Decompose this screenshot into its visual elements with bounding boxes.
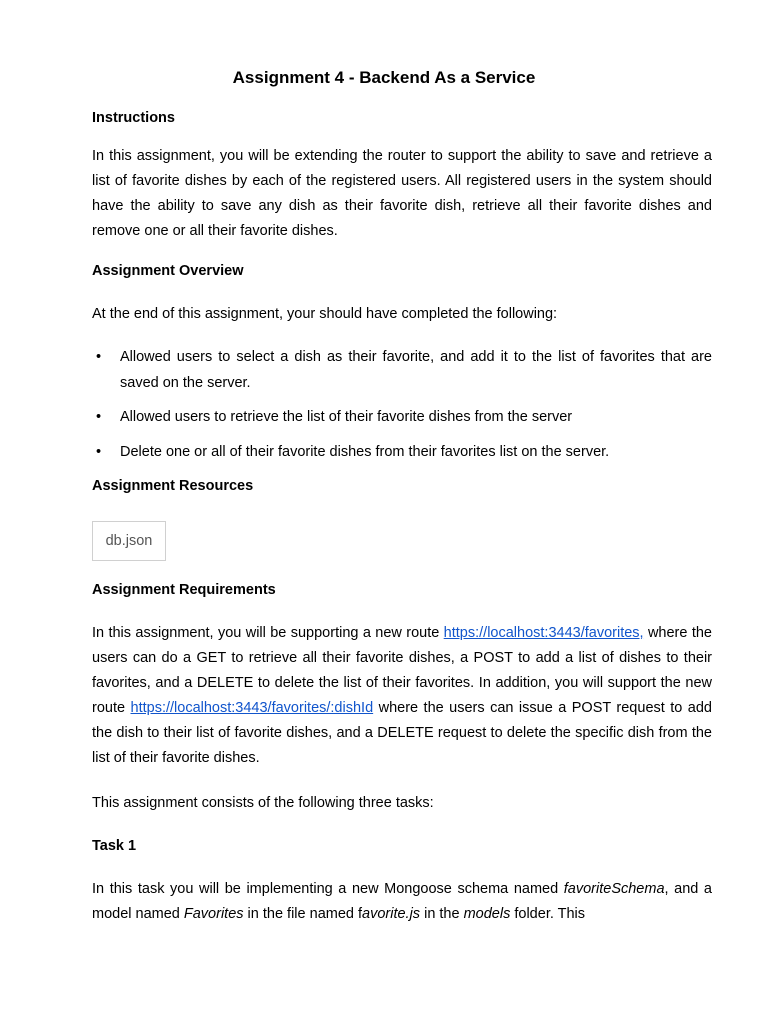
task1-model-name: Favorites bbox=[183, 906, 244, 922]
task1-folder-name: models bbox=[463, 906, 511, 922]
requirements-paragraph bbox=[92, 621, 712, 771]
task1-text-3: in the file named f bbox=[243, 906, 363, 922]
list-item bbox=[92, 345, 712, 396]
bullet-icon: • bbox=[96, 443, 102, 460]
list-item bbox=[92, 405, 712, 431]
bullet-icon: • bbox=[96, 409, 102, 425]
task1-heading: Task 1 bbox=[92, 838, 137, 854]
overview-intro: At the end of this assignment, your should have completed the following: bbox=[92, 306, 558, 322]
requirements-text-3: where the users can issue a POST request to add the dish to their list of favorite dishes, and a DELETE request to delete the specific dish from the list of their favorite dishes. bbox=[92, 700, 712, 766]
instructions-paragraph: In this assignment, you will be extending the router to support the ability to save and retrieve a list of favorite dishes by each of the registered users. All registered users in the system should have the ability to save any dish as their favorite dish, retrieve all their favorite dishes and remove one or all their favorite dishes. bbox=[92, 148, 712, 239]
instructions-heading: Instructions bbox=[92, 110, 175, 126]
task1-text-4: in the bbox=[420, 906, 464, 922]
resource-file-db-json[interactable]: db.json bbox=[92, 521, 166, 561]
list-item-text: Allowed users to select a dish as their favorite, and add it to the list of favorites that are saved on the server. bbox=[120, 349, 712, 391]
task1-file-name: avorite.js bbox=[362, 906, 421, 922]
list-item-text: Allowed users to retrieve the list of their favorite dishes from the server bbox=[120, 409, 573, 425]
page-title: Assignment 4 - Backend As a Service bbox=[232, 68, 536, 87]
list-item bbox=[92, 440, 712, 466]
overview-heading: Assignment Overview bbox=[92, 263, 244, 279]
task1-text-5: folder. This bbox=[510, 906, 586, 922]
tasks-intro: This assignment consists of the following three tasks: bbox=[92, 795, 434, 811]
requirements-text-1: In this assignment, you will be supporting a new route bbox=[92, 625, 444, 641]
resources-heading: Assignment Resources bbox=[92, 478, 254, 494]
task1-schema-name: favoriteSchema bbox=[563, 881, 665, 897]
task1-text-2: , and a model named bbox=[92, 881, 712, 922]
list-item-text: Delete one or all of their favorite dishes from their favorites list on the server. bbox=[120, 443, 610, 460]
favorites-route-link[interactable]: https://localhost:3443/favorites, bbox=[443, 625, 644, 641]
bullet-icon: • bbox=[96, 349, 102, 365]
favorites-dishid-route-link[interactable]: https://localhost:3443/favorites/:dishId bbox=[130, 700, 374, 716]
task1-text-1: In this task you will be implementing a new Mongoose schema named bbox=[92, 881, 564, 897]
overview-bullet-list bbox=[92, 345, 712, 465]
task1-paragraph bbox=[92, 877, 712, 927]
requirements-heading: Assignment Requirements bbox=[92, 582, 276, 598]
requirements-text-2: where the users can do a GET to retrieve all their favorite dishes, a POST to add a list of dishes to their favorites, and a DELETE to delete the list of their favorites. In addition, you will support the new route bbox=[92, 625, 712, 716]
